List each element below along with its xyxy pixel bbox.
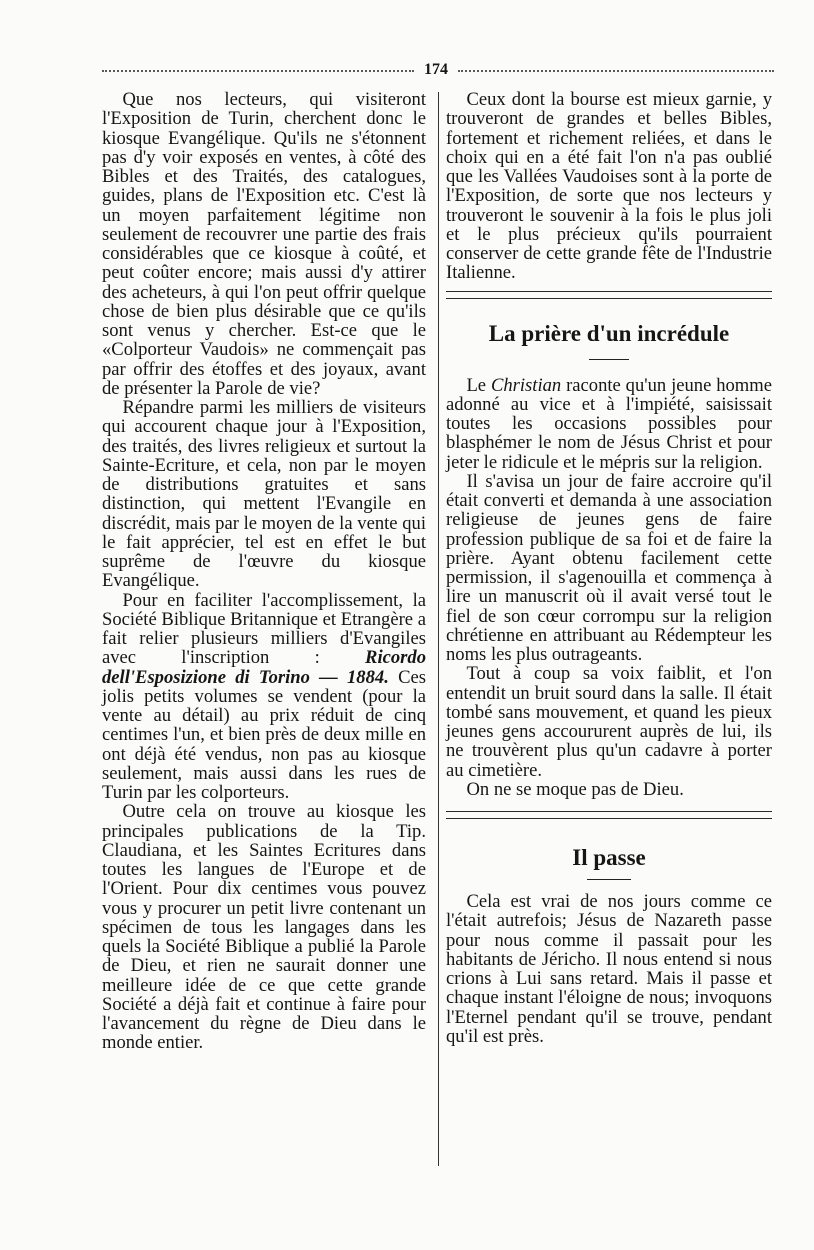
title-ornament-dash: [589, 359, 629, 360]
section-divider-rule-2: [446, 811, 772, 819]
article-title-priere: La prière d'un incrédule: [488, 320, 730, 346]
paragraph-societe-text: Pour en faciliter l'accomplissement, la Société Biblique Britannique et Etrangère a fait relier plusieurs milliers d'Evangiles avec l'inscription :: [102, 589, 426, 669]
paragraph-outre-cela: Outre cela on trouve au kiosque les principales publications de la Tip. Claudiana, et les Saintes Ecritures dans toutes les langues de l'Europe et de l'Orient. Pour dix centimes vous pouvez vous y procurer un petit livre contenant un spécimen de tous les langages dans les quels la Société Biblique a publié la Parole de Dieu, et rien ne saurait donner une meilleure idée de ce que cette grande Société a déjà fait et continue à faire pour l'avancement du règne de Dieu dans le monde entier.: [102, 801, 426, 1054]
paragraph-repandre: Répandre parmi les milliers de visiteurs qui accourent chaque jour à l'Exposition, des traités, des livres religieux et surtout la Sainte-Ecriture, et cela, non par le moyen de distributions gratuites et sans distinction, qui mettent l'Evangile en discrédit, mais par le moyen de la vente qui le fait apprécier, tel est en effet le but suprême de l'œuvre du kiosque Evangélique.: [102, 397, 426, 592]
paragraph-cela-est-vrai: Cela est vrai de nos jours comme ce l'était autrefois; Jésus de Nazareth passe pour nous comme il passait pour les habitants de Jéricho. Il nous entend si nous crions à Lui sans retard. Mais il passe et chaque instant l'éloigne de nous; invoquons l'Eternel pendant qu'il se trouve, pendant qu'il est près.: [446, 891, 772, 1047]
paragraph-volumes-text: Ces jolis petits volumes se vendent (pour la vente au détail) au prix réduit de cinq centimes l'un, et bien près de deux mille en ont déjà été vendus, non pas au kiosque seulement, mais aussi dans les rues de Turin par les colporteurs.: [102, 666, 426, 803]
paragraph-tout-a-coup: Tout à coup sa voix faiblit, et l'on entendit un bruit sourd dans la salle. Il était tombé sans mouvement, et quand les pieux jeunes gens accoururent auprès de lui, ils ne trouvèrent plus qu'un cadavre à porter au cimetière.: [446, 663, 772, 781]
paragraph-christian-text: raconte qu'un jeune homme adonné au vice et à l'impiété, saisissait toutes les occasions possibles pour blasphémer le nom de Jésus Christ et pour jeter le ridicule et le mépris sur la religion.: [446, 374, 772, 473]
paragraph-il-savisa: Il s'avisa un jour de faire accroire qu'il était converti et demanda à une association religieuse de jeunes gens de faire profession publique de sa foi et de faire la prière. Ayant obtenu facilement cette permission, il s'agenouilla et commença à lire un manuscrit où il avait versé tout le fiel de son cœur corrompu sur la religion chrétienne en attribuant au Rédempteur les noms les plus outrageants.: [446, 470, 772, 665]
paragraph-christian: [446, 376, 772, 472]
paragraph-ceux-dont: Ceux dont la bourse est mieux garnie, y trouveront de grandes et belles Bibles, fortement et richement reliées, et dans le choix qui en a été fait l'on n'a pas oublié que les Vallées Vaudoises sont à la porte de l'Exposition, de sorte que nos lecteurs y trouveront le souvenir à la fois le plus joli et le plus précieux qu'ils pourraient conserver de cette grande fête de l'Industrie Italienne.: [446, 89, 772, 284]
right-column: [446, 90, 772, 1046]
journal-name: Christian: [490, 374, 562, 396]
left-column: [102, 90, 426, 1053]
inscription-text: Ricordo dell'Esposizione di Torino — 1884.: [102, 647, 426, 688]
title-ornament-dash-2: [587, 879, 631, 880]
paragraph-christian-intro: Le: [466, 374, 487, 396]
page-number: 174: [424, 61, 448, 78]
header-rule-right: [458, 70, 774, 72]
page-header: [102, 60, 774, 82]
paragraph-moque: On ne se moque pas de Dieu.: [466, 778, 684, 800]
column-divider: [438, 92, 439, 1166]
article-title-il-passe: Il passe: [572, 845, 646, 870]
paragraph-societe-biblique: [102, 591, 426, 803]
header-rule-left: [102, 70, 414, 72]
section-divider-rule: [446, 291, 772, 299]
paragraph-kiosque-intro: Que nos lecteurs, qui visiteront l'Exposition de Turin, cherchent donc le kiosque Evangélique. Qu'ils ne s'étonnent pas d'y voir exposés en ventes, à côté des Bibles et des Traités, des catalogues, guides, plans de l'Exposition etc. C'est là un moyen parfaitement légitime non seulement de recouvrer une partie des frais considérables que ce kiosque à coûté, et peut coûter encore; mais aussi d'y attirer des acheteurs, à qui l'on peut offrir quelque chose de bien plus désirable que ce qu'ils sont venus y chercher. Est-ce que le «Colporteur Vaudois» ne commençait pas par offrir des étoffes et des joyaux, avant de présenter la Parole de vie?: [102, 89, 426, 399]
